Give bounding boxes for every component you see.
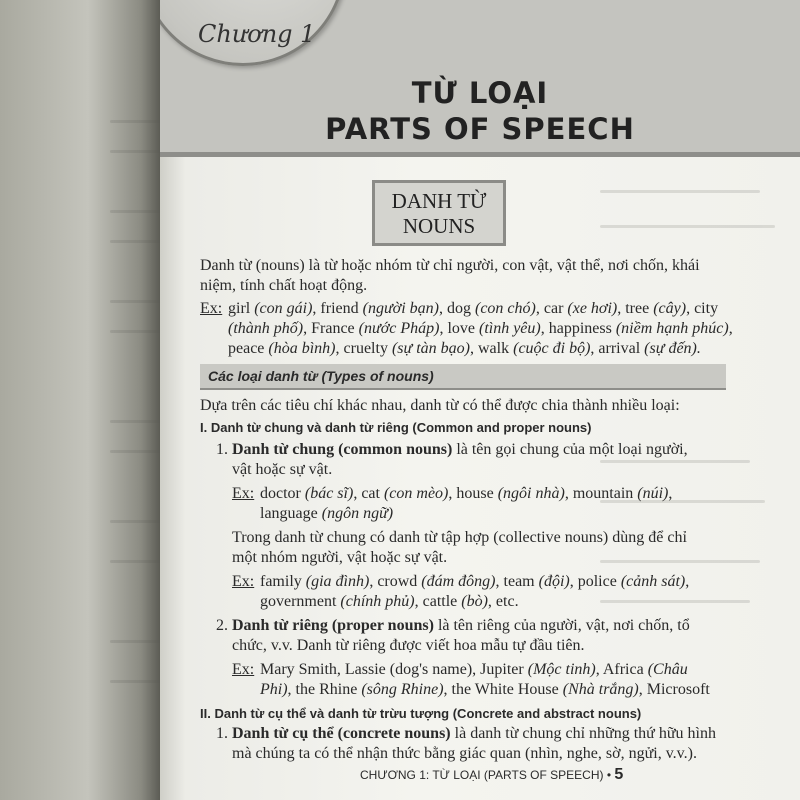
example-word: girl <box>228 300 255 317</box>
example-word: , <box>685 573 690 590</box>
translation-text: (nước Pháp) <box>358 320 440 337</box>
example-word: government <box>260 593 341 610</box>
left-page-edge <box>0 0 160 800</box>
page-number: 5 <box>614 766 624 783</box>
example-word: , mountain <box>564 485 638 502</box>
translation-text: (đội) <box>538 573 570 590</box>
item-1-line-2: vật hoặc sự vật. <box>232 461 333 478</box>
translation-text: (tình yêu) <box>478 320 541 337</box>
item-1-line-1 <box>216 440 688 460</box>
item-2-term: Danh từ riêng (proper nouns) <box>232 617 434 634</box>
example-word: , arrival <box>590 340 645 357</box>
example-1-line-2 <box>228 319 733 339</box>
example-word: peace <box>228 340 269 357</box>
types-heading-bar <box>200 364 726 390</box>
example-word: doctor <box>260 485 305 502</box>
translation-text: (cuộc đi bộ) <box>513 340 591 357</box>
example-3-line-1 <box>260 572 689 592</box>
example-label: Ex: <box>232 661 255 678</box>
translation-text: (sông Rhine) <box>361 681 444 698</box>
translation-text: (cảnh sát) <box>620 573 686 590</box>
item-2-number: 2. <box>216 617 232 634</box>
translation-text: (ngôi nhà) <box>497 485 565 502</box>
translation-text: (chính phủ) <box>340 593 415 610</box>
example-word: , house <box>448 485 498 502</box>
types-intro: Dựa trên các tiêu chí khác nhau, danh từ có thể được chia thành nhiều loại: <box>200 397 680 414</box>
chapter-label: Chương 1 <box>198 20 316 48</box>
example-word: , Microsoft <box>638 681 710 698</box>
example-4-line-1 <box>260 660 688 680</box>
translation-text: (con mèo) <box>383 485 449 502</box>
item-2-line-1 <box>216 616 690 636</box>
translation-text: (Châu <box>647 661 688 678</box>
translation-text: (xe hơi) <box>567 300 618 317</box>
example-word: , love <box>439 320 479 337</box>
example-word: , team <box>495 573 539 590</box>
footer-running-title: CHƯƠNG 1: TỪ LOẠI (PARTS OF SPEECH) <box>360 768 604 782</box>
translation-text: (sự đến). <box>644 340 701 357</box>
example-word: , France <box>303 320 359 337</box>
example-word: , city <box>686 300 719 317</box>
example-word: , <box>728 320 733 337</box>
translation-text: Phi) <box>260 681 288 698</box>
example-word: Mary Smith, Lassie (dog's name), Jupiter <box>260 661 528 678</box>
example-2-line-1 <box>260 484 672 504</box>
example-label: Ex: <box>232 485 255 502</box>
example-word: , the White House <box>443 681 563 698</box>
chapter-title-en: PARTS OF SPEECH <box>325 112 635 146</box>
types-heading: Các loại danh từ (Types of nouns) <box>208 368 434 384</box>
item-1-rest: là tên gọi chung của một loại người, <box>452 441 688 458</box>
translation-text: (người bạn) <box>362 300 439 317</box>
example-word: , Africa <box>595 661 648 678</box>
translation-text: (Mộc tinh) <box>527 661 596 678</box>
section-title-en: NOUNS <box>402 214 476 238</box>
item-3-number: 1. <box>216 725 232 742</box>
translation-text: (núi) <box>637 485 669 502</box>
example-word: , etc. <box>487 593 519 610</box>
translation-text: (gia đình) <box>305 573 370 590</box>
example-word: , friend <box>312 300 363 317</box>
section-I-heading: I. Danh từ chung và danh từ riêng (Common and proper nouns) <box>200 420 592 435</box>
example-label: Ex: <box>232 573 255 590</box>
translation-text: (hòa bình) <box>268 340 336 357</box>
page-footer <box>360 766 623 784</box>
item-3-term: Danh từ cụ thể (concrete nouns) <box>232 725 451 742</box>
section-II-heading: II. Danh từ cụ thể và danh từ trừu tượng (Concrete and abstract nouns) <box>200 706 642 721</box>
example-word: , police <box>569 573 621 590</box>
translation-text: (thành phố) <box>228 320 304 337</box>
example-word: , crowd <box>369 573 422 590</box>
intro-line-1: Danh từ (nouns) là từ hoặc nhóm từ chỉ người, con vật, vật thể, nơi chốn, khái <box>200 257 700 274</box>
item-3-line-1 <box>216 724 716 744</box>
example-1-line-3 <box>228 339 701 359</box>
translation-text: (niềm hạnh phúc) <box>615 320 729 337</box>
example-word: family <box>260 573 306 590</box>
chapter-title-vi: TỪ LOẠI <box>411 76 549 110</box>
intro-line-2: niệm, tính chất hoạt động. <box>200 277 368 294</box>
section-title-vi: DANH TỪ <box>391 189 487 213</box>
item-1-term: Danh từ chung (common nouns) <box>232 441 453 458</box>
example-4-line-2 <box>260 680 710 700</box>
example-word: , happiness <box>540 320 616 337</box>
example-word: , cat <box>353 485 384 502</box>
example-word: , tree <box>617 300 654 317</box>
header-rule <box>160 152 800 157</box>
translation-text: (sự tàn bạo) <box>391 340 470 357</box>
example-word: , walk <box>470 340 514 357</box>
collective-line-2: một nhóm người, vật hoặc sự vật. <box>232 549 448 566</box>
example-word: , dog <box>439 300 475 317</box>
example-word: , the Rhine <box>287 681 362 698</box>
item-2-rest: là tên riêng của người, vật, nơi chốn, tổ <box>433 617 690 634</box>
example-word: language <box>260 505 322 522</box>
example-word: , car <box>535 300 568 317</box>
translation-text: (đám đông) <box>421 573 496 590</box>
example-1-line-1 <box>228 299 718 319</box>
example-3-line-2 <box>260 592 519 612</box>
translation-text: (cây) <box>653 300 687 317</box>
collective-line-1: Trong danh từ chung có danh từ tập hợp (collective nouns) dùng để chỉ <box>232 529 687 546</box>
item-3-line-2: mà chúng ta có thể nhận thức bằng giác quan (nhìn, nghe, sờ, ngửi, v.v.). <box>232 745 697 762</box>
footer-separator: • <box>603 768 615 782</box>
translation-text: (Nhà trắng) <box>562 681 639 698</box>
translation-text: (ngôn ngữ) <box>321 505 394 522</box>
book-page <box>160 0 800 800</box>
example-word: , <box>668 485 673 502</box>
example-word: , cattle <box>414 593 462 610</box>
translation-text: (bò) <box>461 593 488 610</box>
example-2-line-2 <box>260 504 393 524</box>
translation-text: (con gái) <box>254 300 313 317</box>
example-word: , cruelty <box>335 340 392 357</box>
section-title-box <box>372 180 506 246</box>
item-3-rest: là danh từ chung chỉ những thứ hữu hình <box>450 725 716 742</box>
item-1-number: 1. <box>216 441 232 458</box>
translation-text: (bác sĩ) <box>304 485 354 502</box>
example-label: Ex: <box>200 300 223 317</box>
translation-text: (con chó) <box>475 300 536 317</box>
item-2-line-2: chức, v.v. Danh từ riêng được viết hoa mẫu tự đầu tiên. <box>232 637 585 654</box>
